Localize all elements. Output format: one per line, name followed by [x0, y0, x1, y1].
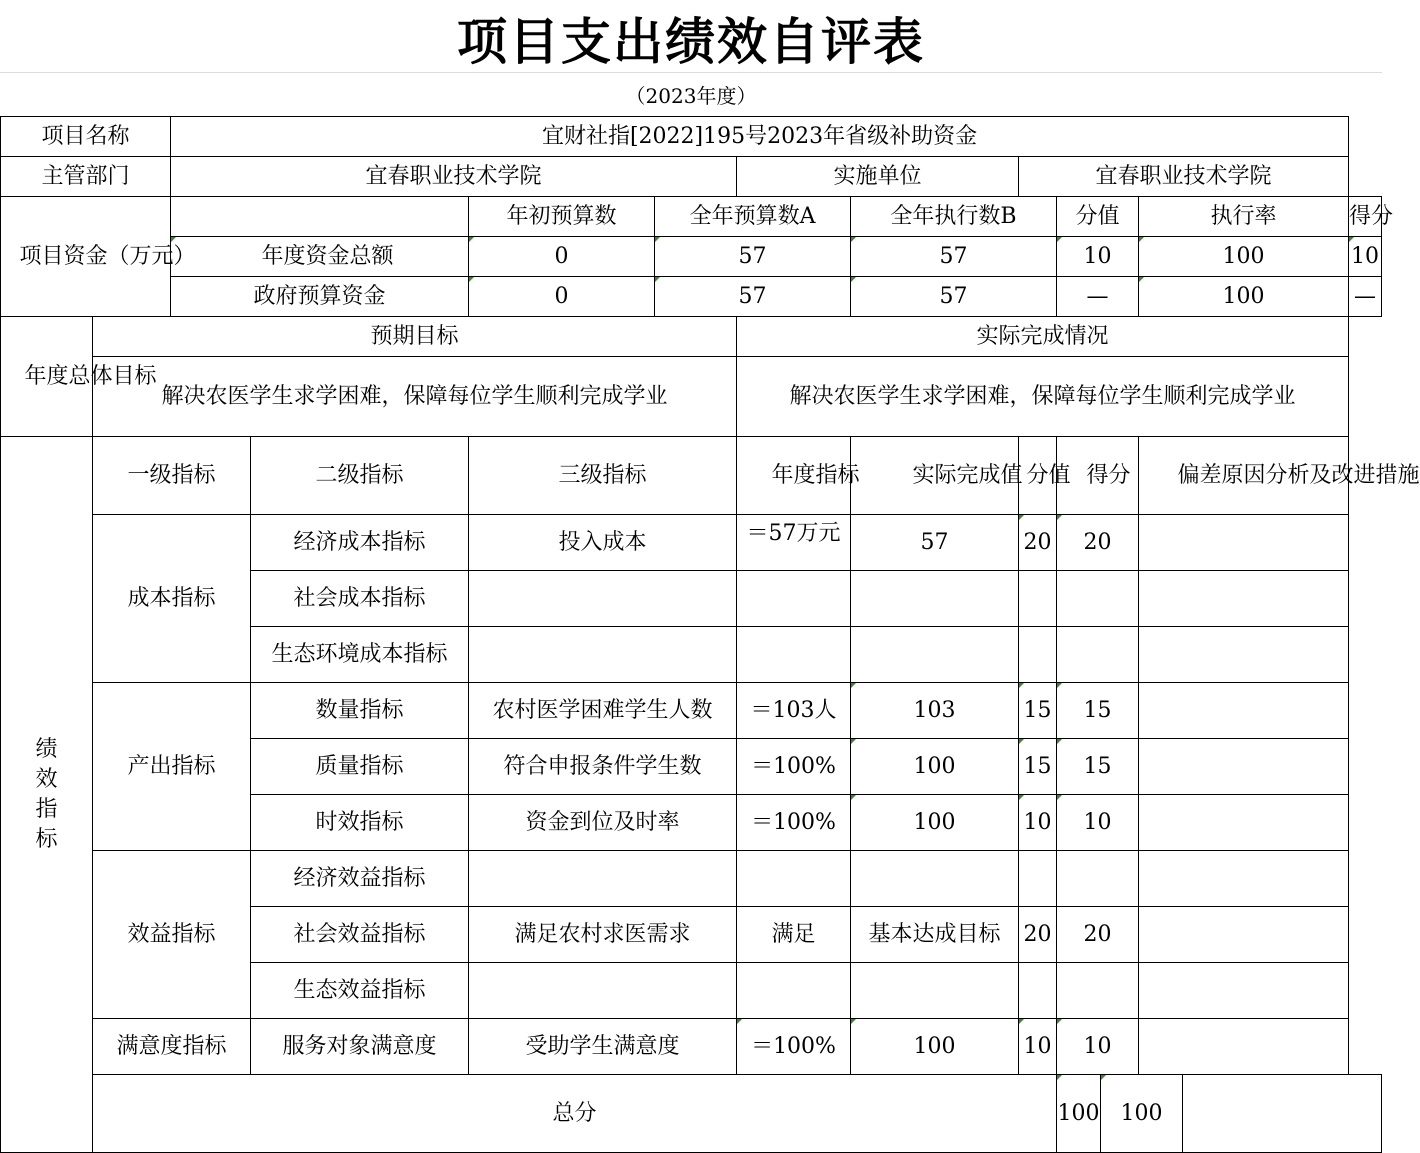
score-value-cell: 20 [1019, 515, 1057, 571]
score-cell [1057, 963, 1139, 1019]
actual-cell [851, 963, 1019, 1019]
score-cell [1057, 851, 1139, 907]
actual-cell [851, 851, 1019, 907]
funds-exec-rate: 100 [1139, 237, 1349, 277]
actual-cell [851, 571, 1019, 627]
deviation-cell [1139, 683, 1349, 739]
level2-cell: 生态效益指标 [251, 963, 469, 1019]
header-ind-score-value: 分值 [1019, 437, 1057, 515]
level2-cell: 时效指标 [251, 795, 469, 851]
goals-label: 年度总体目标 [1, 317, 93, 437]
annual-cell: ＝103人 [737, 683, 851, 739]
annual-cell [737, 627, 851, 683]
actual-cell [851, 627, 1019, 683]
goals-header-row [1, 317, 1382, 357]
dept-label: 主管部门 [1, 157, 171, 197]
level2-cell: 社会成本指标 [251, 571, 469, 627]
project-name-row [1, 117, 1382, 157]
header-level2: 二级指标 [251, 437, 469, 515]
deviation-cell [1139, 1019, 1349, 1075]
unit-label: 实施单位 [737, 157, 1019, 197]
level2-cell: 生态环境成本指标 [251, 627, 469, 683]
deviation-cell [1139, 571, 1349, 627]
score-value-cell: 10 [1019, 795, 1057, 851]
deviation-cell [1139, 515, 1349, 571]
funds-header-blank [171, 197, 469, 237]
funds-executed: 57 [851, 277, 1057, 317]
level2-cell: 经济成本指标 [251, 515, 469, 571]
expected-goal-value: 解决农医学生求学困难，保障每位学生顺利完成学业 [93, 357, 737, 437]
level2-cell: 经济效益指标 [251, 851, 469, 907]
funds-row [1, 237, 1382, 277]
level3-cell: 符合申报条件学生数 [469, 739, 737, 795]
funds-score: 10 [1349, 237, 1382, 277]
actual-cell: 100 [851, 1019, 1019, 1075]
level2-cell: 数量指标 [251, 683, 469, 739]
score-value-cell [1019, 963, 1057, 1019]
funds-row-name: 年度资金总额 [171, 237, 469, 277]
funds-full-year: 57 [655, 277, 851, 317]
funds-initial: 0 [469, 237, 655, 277]
level1-satisfaction: 满意度指标 [93, 1019, 251, 1075]
expected-goal-label: 预期目标 [93, 317, 737, 357]
score-cell: 20 [1057, 515, 1139, 571]
header-exec-rate: 执行率 [1139, 197, 1349, 237]
funds-label: 项目资金（万元） [1, 197, 171, 317]
actual-cell: 103 [851, 683, 1019, 739]
actual-cell: 57 [851, 515, 1019, 571]
annual-cell: ＝100% [737, 1019, 851, 1075]
level1-benefit: 效益指标 [93, 851, 251, 1019]
level3-cell: 资金到位及时率 [469, 795, 737, 851]
indicator-row [1, 1019, 1382, 1075]
funds-row [1, 277, 1382, 317]
indicator-row [1, 515, 1382, 571]
funds-score-value: 10 [1057, 237, 1139, 277]
header-executed: 全年执行数B [851, 197, 1057, 237]
level3-cell [469, 851, 737, 907]
score-value-cell [1019, 627, 1057, 683]
actual-goal-value: 解决农医学生求学困难，保障每位学生顺利完成学业 [737, 357, 1349, 437]
header-actual: 实际完成值 [851, 437, 1019, 515]
score-cell [1057, 627, 1139, 683]
deviation-cell [1139, 795, 1349, 851]
funds-full-year: 57 [655, 237, 851, 277]
level3-cell [469, 963, 737, 1019]
funds-header-row [1, 197, 1382, 237]
level3-cell: 受助学生满意度 [469, 1019, 737, 1075]
actual-goal-label: 实际完成情况 [737, 317, 1349, 357]
deviation-cell [1139, 963, 1349, 1019]
funds-executed: 57 [851, 237, 1057, 277]
level2-cell: 社会效益指标 [251, 907, 469, 963]
unit-value: 宜春职业技术学院 [1019, 157, 1349, 197]
dept-value: 宜春职业技术学院 [171, 157, 737, 197]
total-label: 总分 [93, 1075, 1057, 1153]
funds-initial: 0 [469, 277, 655, 317]
annual-cell: ＝100% [737, 795, 851, 851]
header-level1: 一级指标 [93, 437, 251, 515]
level1-output: 产出指标 [93, 683, 251, 851]
department-row [1, 157, 1382, 197]
total-score: 100 [1101, 1075, 1183, 1153]
annual-cell: 满足 [737, 907, 851, 963]
total-score-value: 100 [1057, 1075, 1101, 1153]
annual-cell [737, 571, 851, 627]
indicator-row [1, 683, 1382, 739]
header-level3: 三级指标 [469, 437, 737, 515]
evaluation-table [0, 116, 1420, 1153]
deviation-cell [1139, 627, 1349, 683]
score-value-cell [1019, 571, 1057, 627]
score-value-cell: 20 [1019, 907, 1057, 963]
annual-cell: ＝57万元 [737, 515, 851, 571]
level2-cell: 服务对象满意度 [251, 1019, 469, 1075]
funds-exec-rate: 100 [1139, 277, 1349, 317]
deviation-cell [1139, 851, 1349, 907]
header-full-year-budget: 全年预算数A [655, 197, 851, 237]
score-value-cell: 15 [1019, 683, 1057, 739]
actual-cell: 100 [851, 795, 1019, 851]
deviation-cell [1139, 907, 1349, 963]
actual-cell: 100 [851, 739, 1019, 795]
header-annual: 年度指标 [737, 437, 851, 515]
page-title: 项目支出绩效自评表 [457, 12, 925, 71]
score-cell: 10 [1057, 795, 1139, 851]
title-divider [0, 72, 1382, 73]
header-score: 得分 [1349, 197, 1382, 237]
score-value-cell: 15 [1019, 739, 1057, 795]
annual-cell [737, 851, 851, 907]
score-cell: 10 [1057, 1019, 1139, 1075]
funds-score-value: — [1057, 277, 1139, 317]
goals-value-row [1, 357, 1382, 437]
indicator-row [1, 851, 1382, 907]
level3-cell [469, 571, 737, 627]
header-ind-score: 得分 [1057, 437, 1139, 515]
fiscal-year: （2023年度） [625, 84, 757, 108]
level3-cell: 投入成本 [469, 515, 737, 571]
level3-cell: 农村医学困难学生人数 [469, 683, 737, 739]
score-value-cell: 10 [1019, 1019, 1057, 1075]
level2-cell: 质量指标 [251, 739, 469, 795]
total-deviation [1183, 1075, 1382, 1153]
score-cell: 20 [1057, 907, 1139, 963]
funds-row-name: 政府预算资金 [171, 277, 469, 317]
score-cell: 15 [1057, 683, 1139, 739]
funds-score: — [1349, 277, 1382, 317]
actual-cell: 基本达成目标 [851, 907, 1019, 963]
level3-cell: 满足农村求医需求 [469, 907, 737, 963]
project-name-label: 项目名称 [1, 117, 171, 157]
header-initial-budget: 年初预算数 [469, 197, 655, 237]
header-score-value: 分值 [1057, 197, 1139, 237]
project-name-value: 宜财社指[2022]195号2023年省级补助资金 [171, 117, 1349, 157]
annual-cell: ＝100% [737, 739, 851, 795]
indicator-header-row [1, 437, 1382, 515]
annual-cell [737, 963, 851, 1019]
score-value-cell [1019, 851, 1057, 907]
indicators-label: 绩效指标 [1, 437, 93, 1153]
score-cell: 15 [1057, 739, 1139, 795]
deviation-cell [1139, 739, 1349, 795]
score-cell [1057, 571, 1139, 627]
header-deviation: 偏差原因分析及改进措施 [1139, 437, 1349, 515]
total-row [1, 1075, 1382, 1153]
level3-cell [469, 627, 737, 683]
level1-cost: 成本指标 [93, 515, 251, 683]
